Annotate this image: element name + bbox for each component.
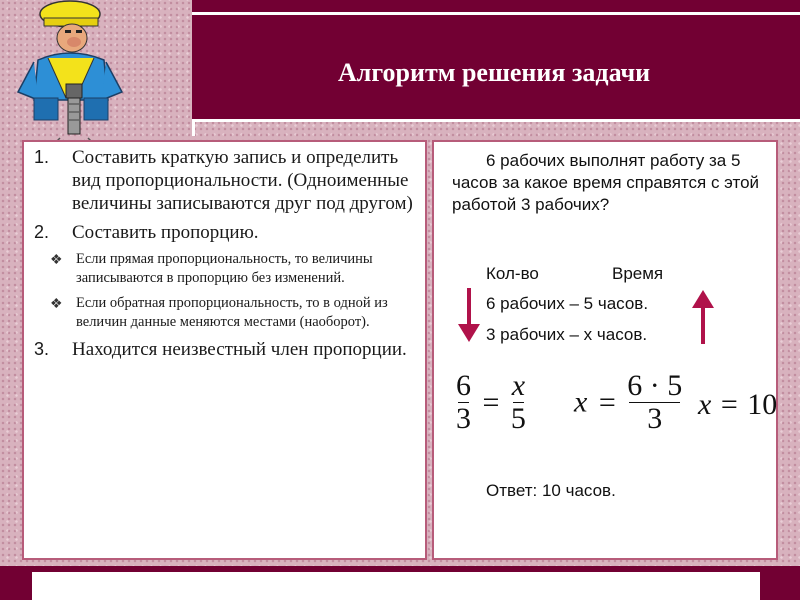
problem-statement: 6 рабочих выполнят работу за 5 часов за какое время справятся с этой работой 3 рабочих? bbox=[452, 151, 760, 214]
subitem-text: Если обратная пропорциональность, то в одной из величин данные меняются местами (наоборот). bbox=[76, 295, 388, 330]
step-number: 3. bbox=[34, 339, 50, 359]
step-text: Находится неизвестный член пропорции. bbox=[72, 339, 407, 360]
proportion-formula bbox=[456, 370, 526, 435]
answer-text: Ответ: 10 часов. bbox=[486, 481, 616, 500]
denominator: 3 bbox=[456, 402, 471, 435]
fraction-6x5-3 bbox=[627, 370, 682, 435]
fraction-6-3 bbox=[456, 370, 471, 435]
fraction-x-5 bbox=[511, 370, 526, 435]
header-count: Кол-во bbox=[486, 264, 539, 283]
diamond-bullet-icon: ❖ bbox=[50, 253, 63, 268]
diamond-bullet-icon: ❖ bbox=[50, 297, 63, 312]
step-text: Составить пропорцию. bbox=[72, 222, 259, 243]
step-number: 2. bbox=[34, 222, 50, 242]
slide-title: Алгоритм решения задачи bbox=[338, 58, 651, 87]
arrow-up-icon bbox=[690, 286, 716, 346]
numerator: 6 bbox=[456, 369, 471, 402]
arrow-down-icon bbox=[456, 286, 482, 344]
result-value: 10 bbox=[747, 388, 778, 421]
step-2-subitem-1 bbox=[34, 250, 424, 288]
variable-x: x bbox=[698, 388, 712, 421]
solution-formula bbox=[574, 370, 682, 435]
subitem-text: Если прямая пропорциональность, то величины записываются в пропорцию без изменений. bbox=[76, 251, 373, 286]
step-1 bbox=[34, 146, 424, 215]
bottom-bar bbox=[30, 570, 762, 600]
algorithm-steps bbox=[34, 146, 424, 367]
step-2 bbox=[34, 221, 424, 244]
data-row-2: 3 рабочих – x часов. bbox=[486, 325, 648, 344]
step-2-subitem-2 bbox=[34, 294, 424, 332]
denominator: 5 bbox=[510, 402, 526, 435]
denominator: 3 bbox=[647, 402, 663, 435]
equals-sign: = bbox=[598, 385, 616, 419]
numerator: x bbox=[511, 369, 526, 402]
numerator: 6 · 5 bbox=[627, 369, 683, 402]
equals-sign: = bbox=[482, 385, 500, 419]
construction-worker-jackhammer-icon bbox=[8, 0, 128, 148]
step-text: Составить краткую запись и определить вид пропорциональности. (Одноименные величины записываются друг под другом) bbox=[72, 147, 413, 214]
step-3 bbox=[34, 338, 424, 361]
data-row-1: 6 рабочих – 5 часов. bbox=[486, 294, 649, 313]
result-formula bbox=[698, 388, 777, 422]
header-time: Время bbox=[612, 264, 664, 283]
equals-sign: = bbox=[720, 388, 738, 421]
variable-x: x bbox=[574, 385, 588, 419]
step-number: 1. bbox=[34, 147, 50, 167]
